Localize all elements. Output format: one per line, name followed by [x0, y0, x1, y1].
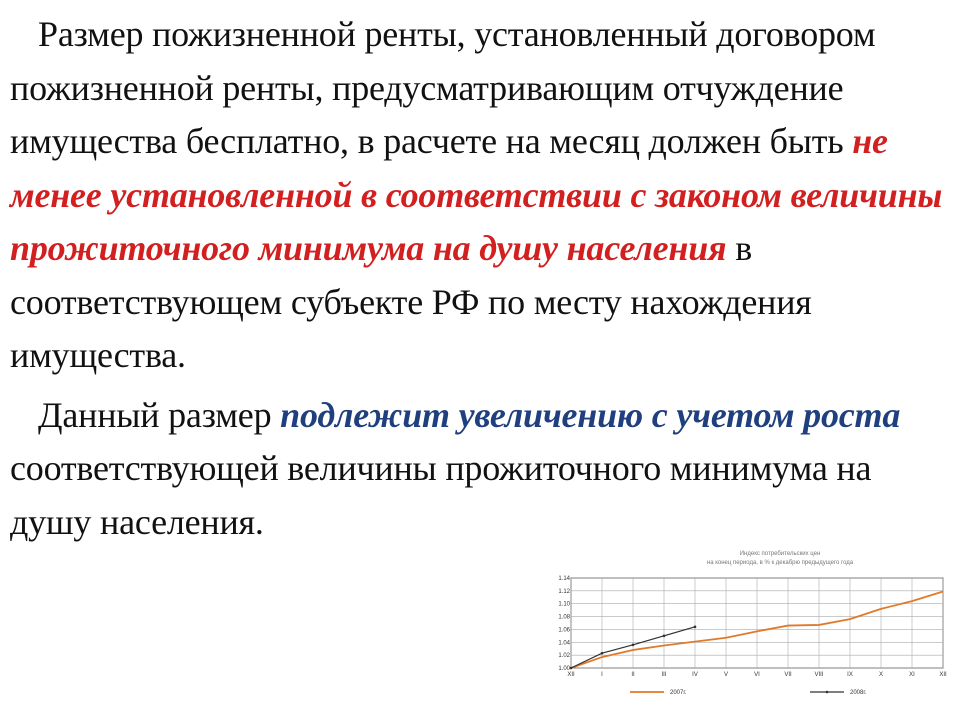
chart-title: Индекс потребительских цен	[739, 551, 821, 557]
x-tick-label: XII	[567, 672, 575, 678]
legend-label: 2007г.	[670, 690, 687, 696]
y-tick-label: 1.02	[558, 653, 570, 660]
series-point	[632, 644, 635, 647]
y-tick-label: 1.14	[558, 576, 570, 582]
y-tick-label: 1.08	[558, 614, 570, 621]
x-tick-label: I	[601, 672, 603, 678]
chart-plot	[560, 548, 954, 716]
y-tick-label: 1.10	[558, 601, 570, 608]
x-tick-label: II	[631, 672, 635, 678]
x-tick-label: VI	[754, 672, 760, 678]
y-tick-label: 1.06	[558, 627, 570, 634]
paragraph-life-annuity-amount	[10, 8, 950, 383]
y-tick-label: 1.12	[558, 588, 570, 595]
chart-subtitle: на конец периода, в % к декабрю предыдущего года	[706, 560, 854, 566]
paragraph1-highlight: не менее установленной в соответствии с законом величины прожиточного минимума на душу населения	[10, 121, 943, 268]
paragraph2-text-before: Данный размер	[38, 394, 281, 435]
paragraph2-text-after: соответствующей величины прожиточного минимума на душу населения.	[10, 448, 872, 542]
legend-marker	[826, 691, 829, 694]
series-point	[694, 626, 697, 629]
slide-text	[10, 8, 950, 549]
legend-label: 2008г.	[850, 690, 867, 696]
x-tick-label: VII	[784, 672, 792, 678]
y-tick-label: 1.04	[558, 640, 570, 647]
x-tick-label: XII	[939, 672, 947, 678]
x-tick-label: IX	[847, 672, 853, 678]
series-point	[570, 667, 573, 670]
x-tick-label: VIII	[814, 672, 824, 678]
x-tick-label: IV	[692, 672, 698, 678]
series-point	[601, 652, 604, 655]
paragraph1-text-before: Размер пожизненной ренты, установленный договором пожизненной ренты, предусматривающим отчуждение имущества бесплатно, в расчете на месяц должен быть	[10, 14, 876, 161]
x-tick-label: III	[661, 672, 667, 678]
x-tick-label: XI	[909, 672, 915, 678]
y-tick-label: 1.00	[558, 666, 570, 672]
paragraph1-text-after: в соответствующем субъекте РФ по месту нахождения имущества.	[10, 228, 812, 375]
x-tick-label: X	[878, 672, 884, 678]
paragraph-indexation	[10, 389, 950, 550]
series-point	[663, 635, 666, 638]
x-tick-label: V	[723, 672, 729, 678]
cpi-chart	[560, 548, 954, 716]
paragraph2-highlight: подлежит увеличению с учетом роста	[280, 394, 901, 435]
